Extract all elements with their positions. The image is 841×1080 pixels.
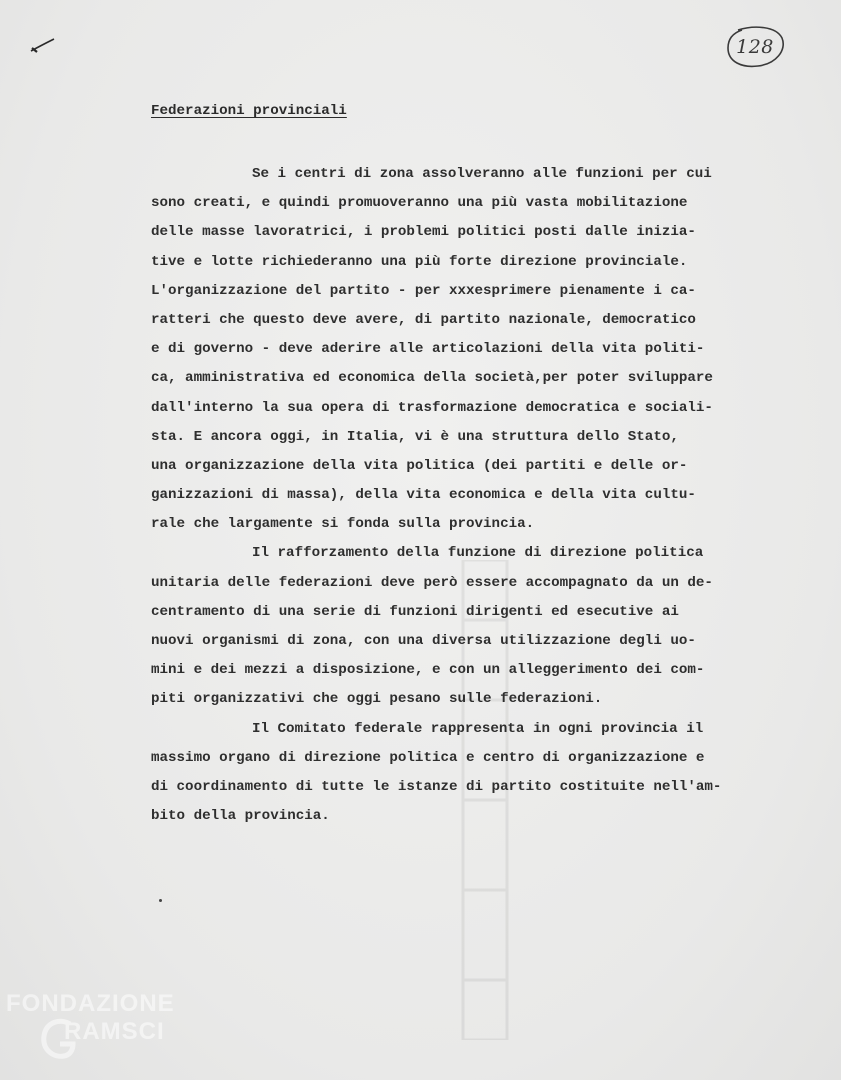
text-line: centramento di una serie di funzioni dirigenti ed esecutive ai: [151, 603, 679, 620]
text-line: e di governo - deve aderire alle articolazioni della vita politi-: [151, 341, 705, 358]
text-line: nuovi organismi di zona, con una diversa utilizzazione degli uo-: [151, 633, 696, 649]
text-line: sono creati, e quindi promuoveranno una più vasta mobilitazione: [151, 195, 688, 212]
text-line: delle masse lavoratrici, i problemi politici posti dalle inizia-: [151, 224, 696, 241]
text-line: Il rafforzamento della funzione di direzione politica: [252, 545, 704, 562]
text-line: bito della provincia.: [151, 808, 330, 825]
text-line: ca, amministrativa ed economica della società,per poter sviluppare: [151, 370, 713, 387]
pen-mark-icon: [28, 36, 58, 56]
text-line: di coordinamento di tutte le istanze di partito costituite nell'am-: [151, 778, 722, 795]
text-line: dall'interno la sua opera di trasformazione democratica e sociali-: [151, 399, 713, 416]
archive-watermark: [6, 990, 216, 1070]
watermark-line-1: FONDAZIONE: [6, 990, 175, 1017]
stray-dot: [159, 899, 162, 902]
text-line: sta. E ancora oggi, in Italia, vi è una struttura dello Stato,: [151, 428, 679, 445]
text-line: rale che largamente si fonda sulla provincia.: [151, 516, 535, 533]
text-line: ganizzazioni di massa), della vita economica e della vita cultu-: [151, 487, 696, 504]
text-line: mini e dei mezzi a disposizione, e con un alleggerimento dei com-: [151, 662, 705, 679]
text-line: Se i centri di zona assolveranno alle funzioni per cui: [252, 166, 712, 182]
text-line: una organizzazione della vita politica (dei partiti e delle or-: [151, 457, 688, 474]
body-text: [151, 160, 831, 831]
text-line: ratteri che questo deve avere, di partito nazionale, democratico: [151, 311, 696, 328]
text-line: unitaria delle federazioni deve però essere accompagnato da un de-: [151, 574, 713, 591]
text-line: tive e lotte richiederanno una più forte direzione provinciale.: [151, 253, 688, 270]
page-number-text: 128: [736, 36, 774, 58]
watermark-line-2: RAMSCI: [64, 1018, 165, 1045]
handwritten-page-number: [724, 24, 786, 70]
text-line: L'organizzazione del partito - per xxxesprimere pienamente i ca-: [151, 282, 696, 299]
text-line: Il Comitato federale rappresenta in ogni provincia il: [252, 720, 704, 737]
text-line: piti organizzativi che oggi pesano sulle federazioni.: [151, 691, 603, 708]
text-line: massimo organo di direzione politica e centro di organizzazione e: [151, 749, 705, 766]
section-title: Federazioni provinciali: [151, 103, 347, 119]
